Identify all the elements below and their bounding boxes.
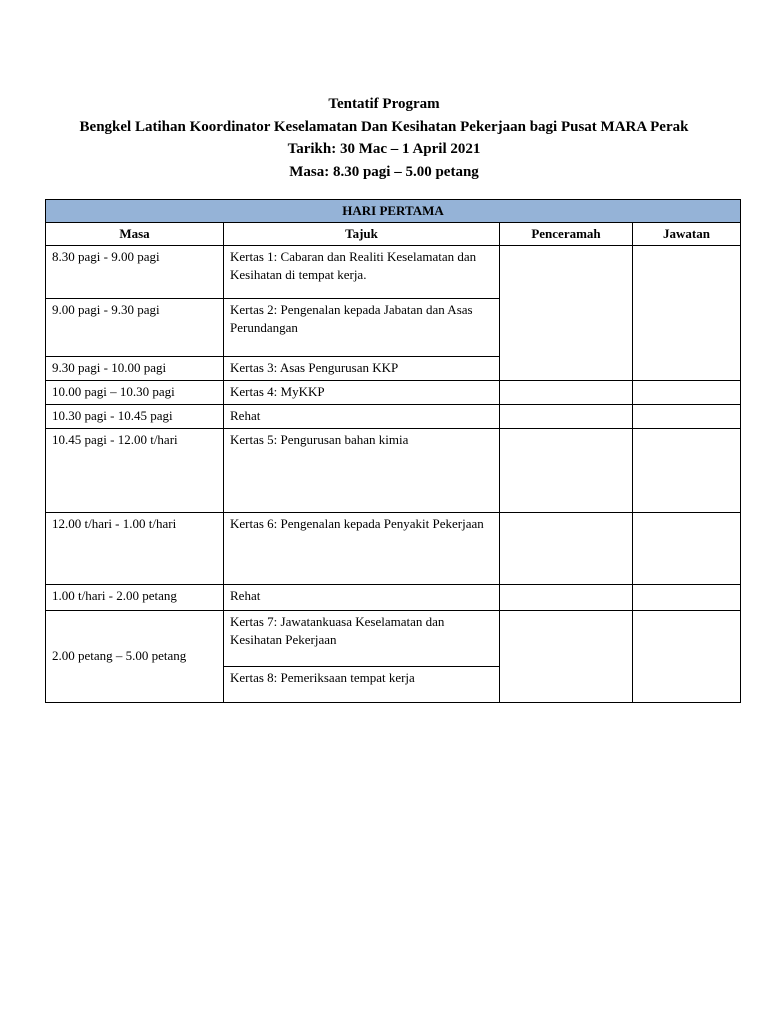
cell-jawatan: [633, 246, 741, 381]
column-header-penceramah: Penceramah: [500, 223, 633, 246]
cell-penceramah: [500, 246, 633, 381]
table-row: [46, 429, 741, 513]
table-row: [46, 405, 741, 429]
cell-tajuk: Kertas 4: MyKKP: [224, 381, 500, 405]
table-row: [46, 246, 741, 299]
cell-tajuk: Rehat: [224, 585, 500, 611]
cell-masa: 1.00 t/hari - 2.00 petang: [46, 585, 224, 611]
heading-program: Tentatif Program: [328, 96, 440, 112]
cell-jawatan: [633, 611, 741, 703]
cell-penceramah: [500, 405, 633, 429]
day-header-row: [46, 200, 741, 223]
cell-tajuk: Kertas 6: Pengenalan kepada Penyakit Pekerjaan: [224, 513, 500, 585]
cell-masa: 10.00 pagi – 10.30 pagi: [46, 381, 224, 405]
cell-penceramah: [500, 611, 633, 703]
cell-masa: 10.30 pagi - 10.45 pagi: [46, 405, 224, 429]
table-row: [46, 585, 741, 611]
cell-masa: 8.30 pagi - 9.00 pagi: [46, 246, 224, 299]
heading-workshop-title: Bengkel Latihan Koordinator Keselamatan Dan Kesihatan Pekerjaan bagi Pusat MARA Perak: [79, 118, 689, 135]
cell-tajuk: Kertas 1: Cabaran dan Realiti Keselamatan dan Kesihatan di tempat kerja.: [224, 246, 500, 299]
cell-jawatan: [633, 381, 741, 405]
cell-jawatan: [633, 405, 741, 429]
cell-penceramah: [500, 429, 633, 513]
cell-tajuk: Rehat: [224, 405, 500, 429]
column-header-jawatan: Jawatan: [633, 223, 741, 246]
table-row: [46, 381, 741, 405]
table-row: [46, 611, 741, 667]
cell-jawatan: [633, 513, 741, 585]
cell-penceramah: [500, 585, 633, 611]
cell-tajuk: Kertas 2: Pengenalan kepada Jabatan dan Asas Perundangan: [224, 299, 500, 357]
cell-tajuk: Kertas 3: Asas Pengurusan KKP: [224, 357, 500, 381]
cell-penceramah: [500, 381, 633, 405]
cell-tajuk: Kertas 7: Jawatankuasa Keselamatan dan Kesihatan Pekerjaan: [224, 611, 500, 667]
day-title: HARI PERTAMA: [46, 200, 741, 223]
heading-date: Tarikh: 30 Mac – 1 April 2021: [287, 141, 481, 157]
cell-tajuk: Kertas 5: Pengurusan bahan kimia: [224, 429, 500, 513]
heading-time: Masa: 8.30 pagi – 5.00 petang: [289, 163, 479, 180]
cell-masa: 9.00 pagi - 9.30 pagi: [46, 299, 224, 357]
cell-jawatan: [633, 429, 741, 513]
cell-tajuk: Kertas 8: Pemeriksaan tempat kerja: [224, 667, 500, 703]
cell-masa: 12.00 t/hari - 1.00 t/hari: [46, 513, 224, 585]
cell-masa: 10.45 pagi - 12.00 t/hari: [46, 429, 224, 513]
table-row: [46, 513, 741, 585]
column-header-masa: Masa: [46, 223, 224, 246]
document-heading: [0, 93, 768, 183]
column-header-row: [46, 223, 741, 246]
schedule-table: [45, 199, 741, 703]
column-header-tajuk: Tajuk: [224, 223, 500, 246]
cell-masa: 2.00 petang – 5.00 petang: [46, 611, 224, 703]
cell-penceramah: [500, 513, 633, 585]
cell-jawatan: [633, 585, 741, 611]
cell-masa: 9.30 pagi - 10.00 pagi: [46, 357, 224, 381]
